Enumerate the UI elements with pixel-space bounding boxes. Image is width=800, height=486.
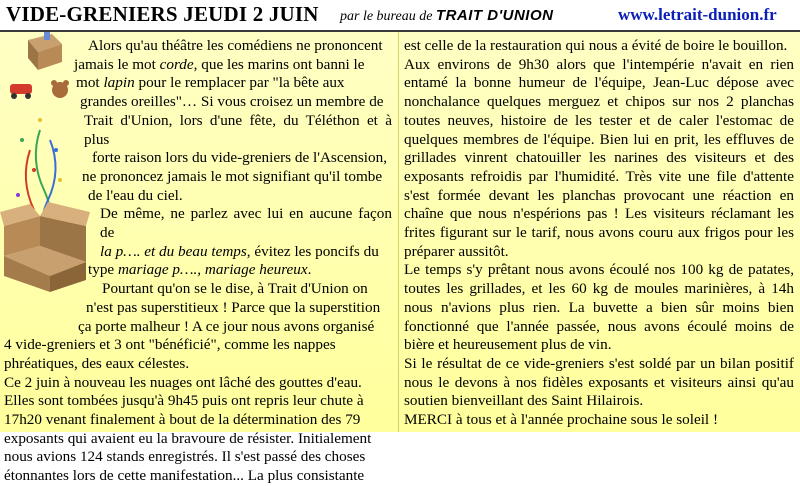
right-paragraph-3: Le temps s'y prêtant nous avons écoulé nos 100 kg de patates, toutes les grillades, et les 60 kg de moules marinières, à 14h nous n'avions plus rien. La buvette a bien sûr moins bien fonctionné que l'année passée, nous avons écoulé moins de bière et heureusement plus de vin. — [404, 261, 794, 354]
right-paragraph-4: Si le résultat de ce vide-greniers s'est soldé par un bilan positif nous le devons à nos fidèles exposants et visiteurs ainsi qu'au soutien bienveillant des Saint Hilairois. — [404, 354, 794, 410]
brand-name: TRAIT D'UNION — [435, 7, 554, 24]
left-column — [4, 37, 392, 486]
left-paragraph-1: Alors qu'au théâtre les comédiens ne prononcent jamais le mot corde, que les marins ont banni le mot lapin pour le remplacer par "la bête aux grandes oreilles"… Si vous croisez un membre de Trait d'Union, lors d'une fête, du Téléthon et à plus forte raison lors du vide-greniers de l'Ascension, ne prononcez jamais le mot signifiant qu'il tombe de l'eau du ciel. — [74, 37, 392, 204]
left-paragraph-3: Pourtant qu'on se le dise, à Trait d'Union on n'est pas superstitieux ! Parce que la superstition ça porte malheur ! A ce jour nous avons organisé 4 vide-greniers et 3 ont "bénéficié", comme les nappes phréatiques, des eaux célestes. — [4, 280, 381, 372]
page-title: VIDE-GRENIERS JEUDI 2 JUIN — [6, 2, 319, 26]
right-paragraph-1: est celle de la restauration qui nous a évité de boire le bouillon. — [404, 37, 788, 54]
column-divider — [398, 32, 399, 432]
left-paragraph-4: Ce 2 juin à nouveau les nuages ont lâché des gouttes d'eau. Elles sont tombées jusqu'à 9h45 puis ont repris leur chute à 17h20 venant finalement à bout de la détermination des 79 exposants qui avaient eu la bravoure de résister. Initialement nous avions 124 stands enregistrés. Il s'est passé des choses étonnantes lors de cette manifestation... La plus consistante — [4, 373, 372, 485]
left-paragraph-2: De même, ne parlez avec lui en aucune façon de la p…. et du beau temps, évitez les poncifs du type mariage p…., mariage heureux. — [88, 205, 392, 279]
right-paragraph-2: Aux environs de 9h30 alors que l'intempérie n'avait en rien entamé la bonne humeur de l'équipe, Jean-Luc dépose avec nonchalance quelques merguez et chipos sur nos 2 planchas toutes neuves, histoire de les tester et de caler l'estomac de quelques membres de l'équipe. Bien lui en prit, les effluves de grillades vinrent chatouiller les narines des visiteurs et des exposants refroidis par l'humidité. Très vite une file d'attente s'est formée devant les planchas provocant une réaction en chaîne que nous n'espérions pas ! Les visiteurs réclamant les frites figurant sur le tarif, nous avons couru aux frigos pour les préparer aussitôt. — [404, 55, 794, 260]
right-column — [404, 37, 794, 430]
article-body — [0, 30, 800, 485]
byline — [340, 7, 553, 25]
byline-prefix: par le bureau de — [340, 9, 433, 24]
right-paragraph-5: MERCI à tous et à l'année prochaine sous le soleil ! — [404, 411, 718, 429]
website-url[interactable]: www.letrait-dunion.fr — [618, 5, 777, 24]
header-bar — [0, 0, 800, 30]
